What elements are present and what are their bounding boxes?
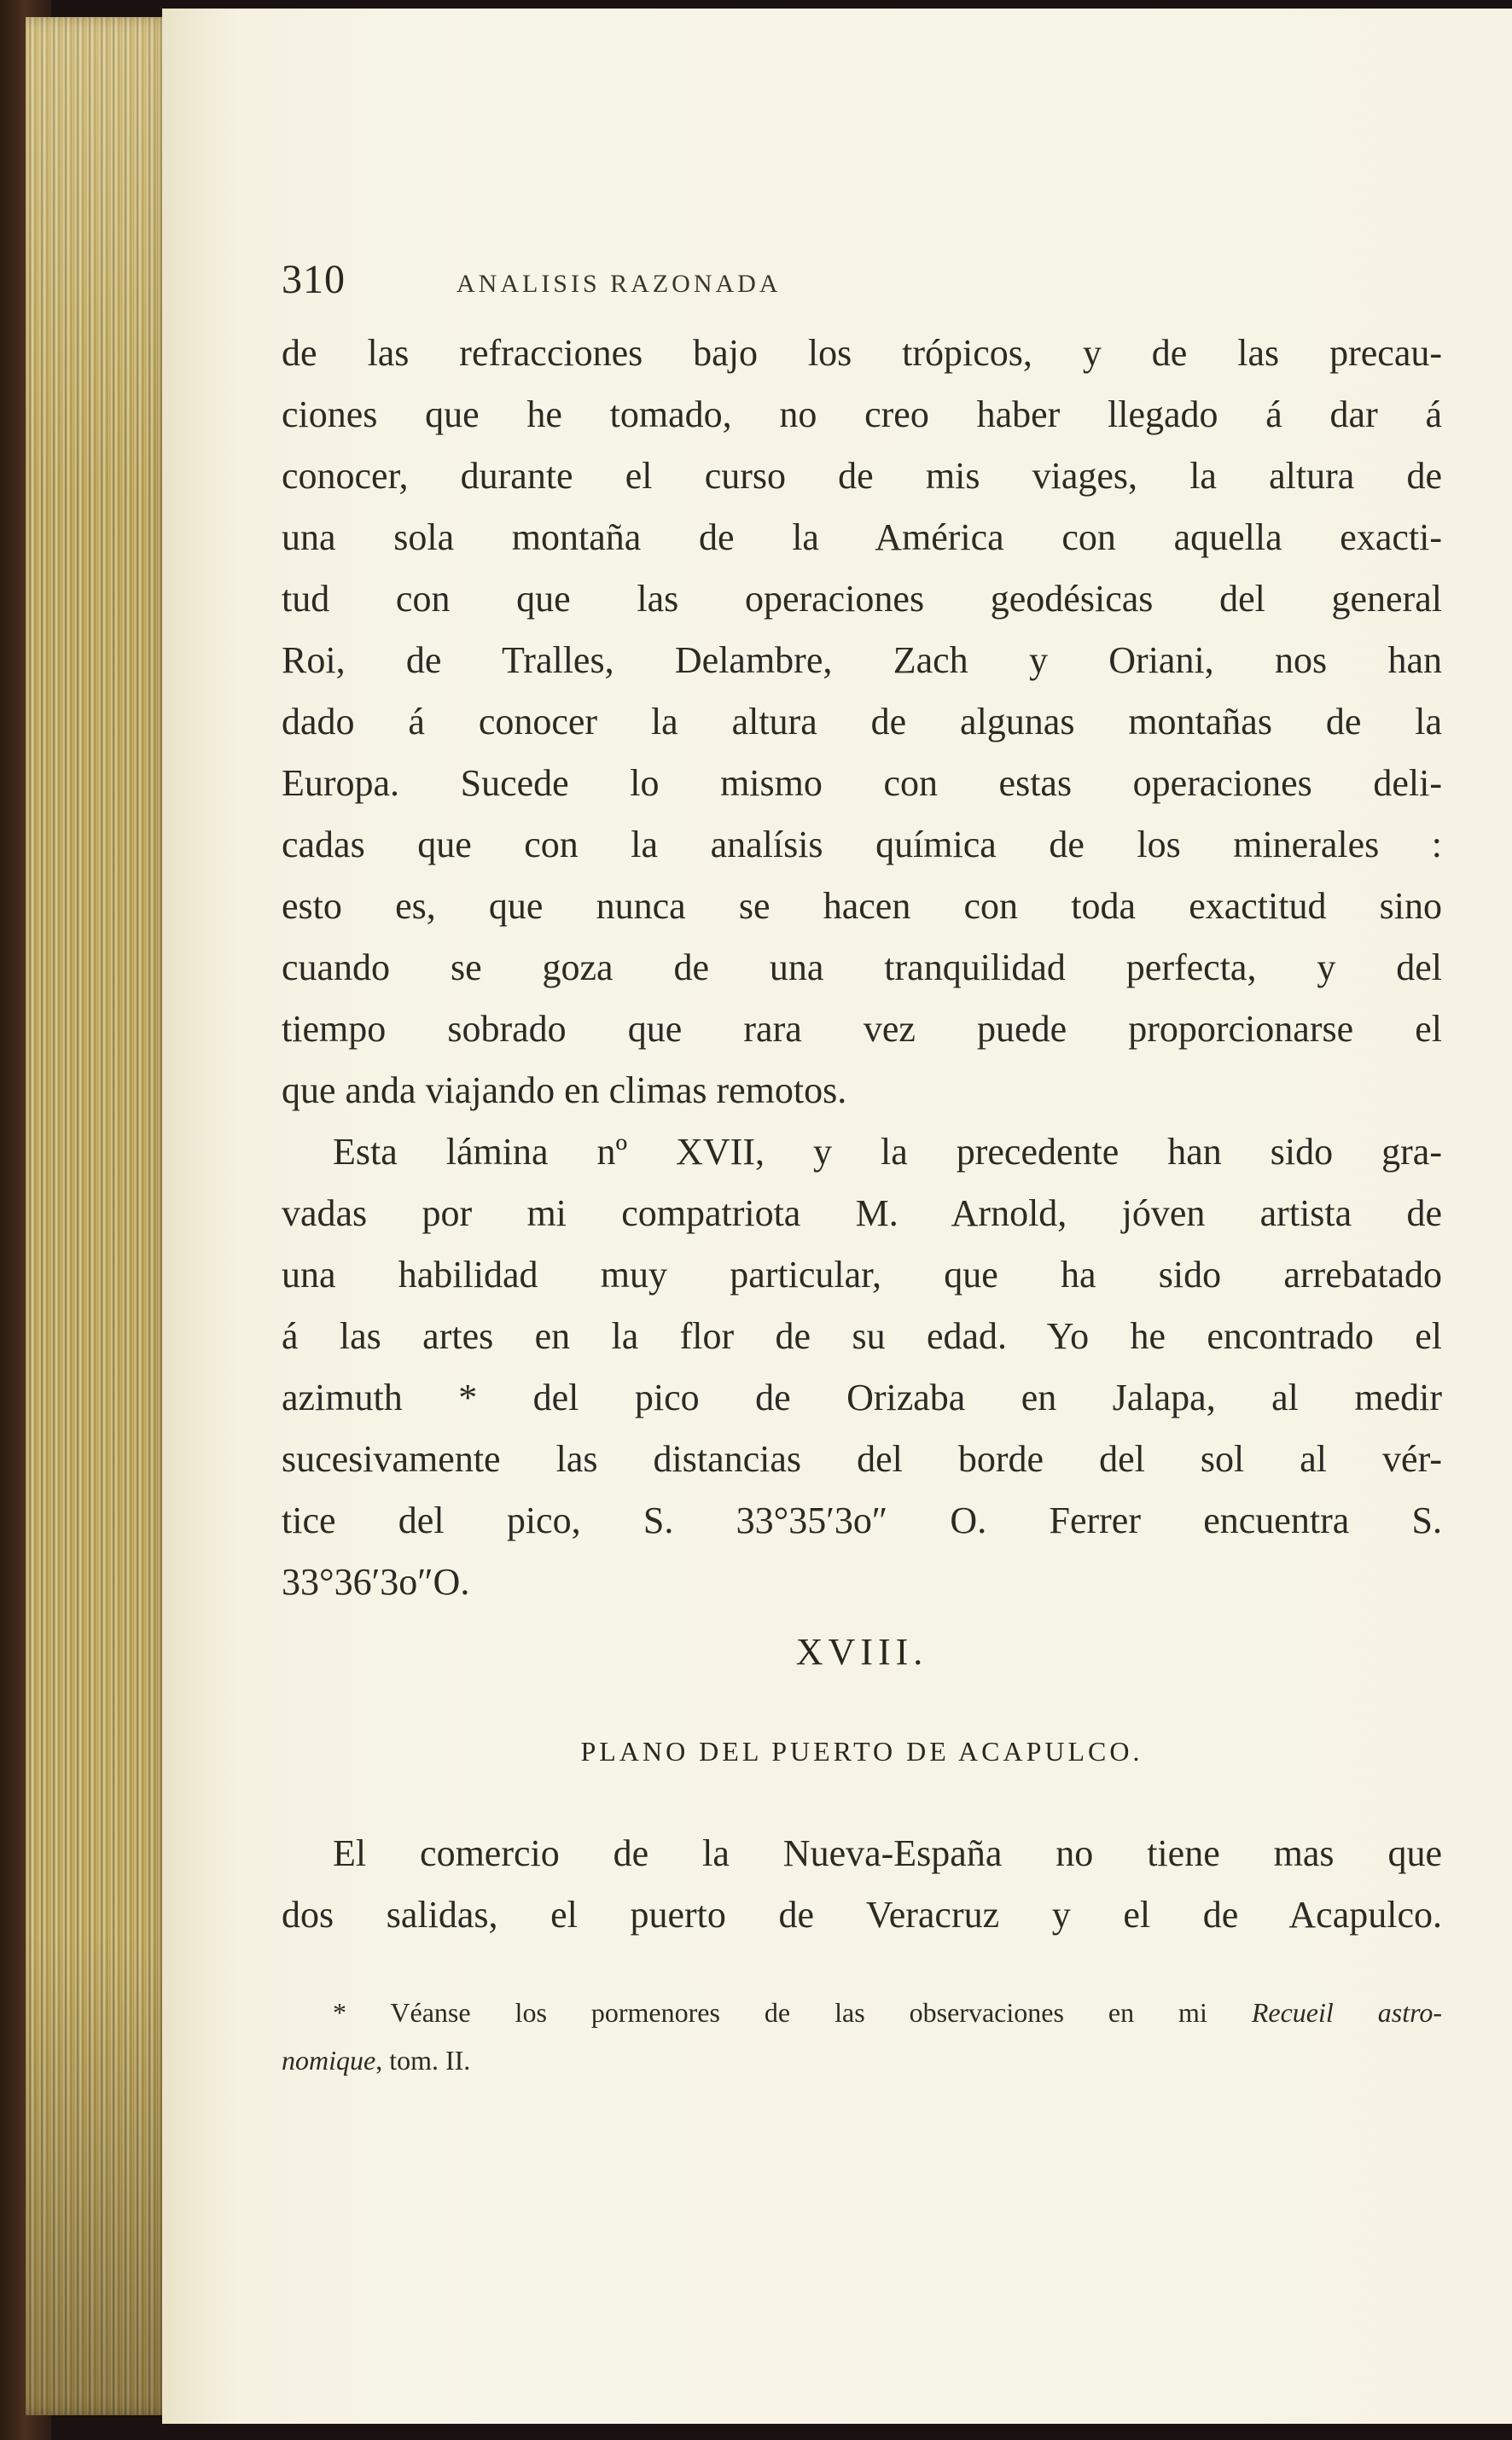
body-text [282, 323, 1442, 1613]
text-line: una sola montaña de la América con aquella exacti- [282, 516, 1442, 558]
page-edges [26, 17, 175, 2415]
text-line: Europa. Sucede lo mismo con estas operaciones deli- [282, 762, 1442, 804]
section-numeral: XVIII. [795, 1631, 928, 1673]
text-line: á las artes en la flor de su edad. Yo he encontrado el [282, 1315, 1442, 1357]
text-line: de las refracciones bajo los trópicos, y de las precau- [282, 332, 1442, 374]
text-line: dado á conocer la altura de algunas montañas de la [282, 701, 1442, 742]
page-number: 310 [282, 257, 346, 302]
text-line: que anda viajando en climas remotos. [282, 1069, 847, 1111]
text-line: Roi, de Tralles, Delambre, Zach y Oriani, nos han [282, 639, 1442, 681]
text-line: azimuth * del pico de Orizaba en Jalapa, al medir [282, 1377, 1442, 1418]
text-line: esto es, que nunca se hacen con toda exactitud sino [282, 885, 1442, 927]
footnote-italic: nomique [282, 2045, 376, 2076]
footnote-text: , tom. II. [375, 2045, 471, 2076]
text-line: cadas que con la analísis química de los minerales : [282, 824, 1442, 865]
text-line: conocer, durante el curso de mis viages, la altura de [282, 455, 1442, 497]
text-line: ciones que he tomado, no creo haber llegado á dar á [282, 393, 1442, 435]
text-line: dos salidas, el puerto de Veracruz y el de Acapulco. [282, 1894, 1442, 1936]
text-line: cuando se goza de una tranquilidad perfecta, y del [282, 946, 1442, 988]
text-line: sucesivamente las distancias del borde del sol al vér- [282, 1438, 1442, 1480]
footnote-text: * Véanse los pormenores de las observaciones en mi [333, 1997, 1207, 2028]
footnote-italic: Recueil astro- [1251, 1997, 1442, 2028]
text-line: una habilidad muy particular, que ha sido arrebatado [282, 1254, 1442, 1296]
footnote-line [282, 1989, 1442, 2036]
text-line: vadas por mi compatriota M. Arnold, jóven artista de [282, 1192, 1442, 1234]
page-header [282, 256, 1433, 307]
text-line: tud con que las operaciones geodésicas del general [282, 578, 1442, 620]
section-title: PLANO DEL PUERTO DE ACAPULCO. [580, 1736, 1143, 1767]
text-line: Esta lámina nº XVII, y la precedente han sido gra- [333, 1131, 1442, 1173]
running-head: ANALISIS RAZONADA [457, 270, 782, 298]
text-line: El comercio de la Nueva-España no tiene mas que [333, 1832, 1442, 1874]
footnote-line [282, 2036, 1442, 2084]
section-text [282, 1823, 1442, 1946]
footnote [282, 1989, 1442, 2084]
text-line: tice del pico, S. 33°35′3o″ O. Ferrer encuentra S. [282, 1500, 1442, 1541]
text-line: 33°36′3o″O. [282, 1561, 470, 1603]
text-line: tiempo sobrado que rara vez puede proporcionarse el [282, 1008, 1442, 1050]
